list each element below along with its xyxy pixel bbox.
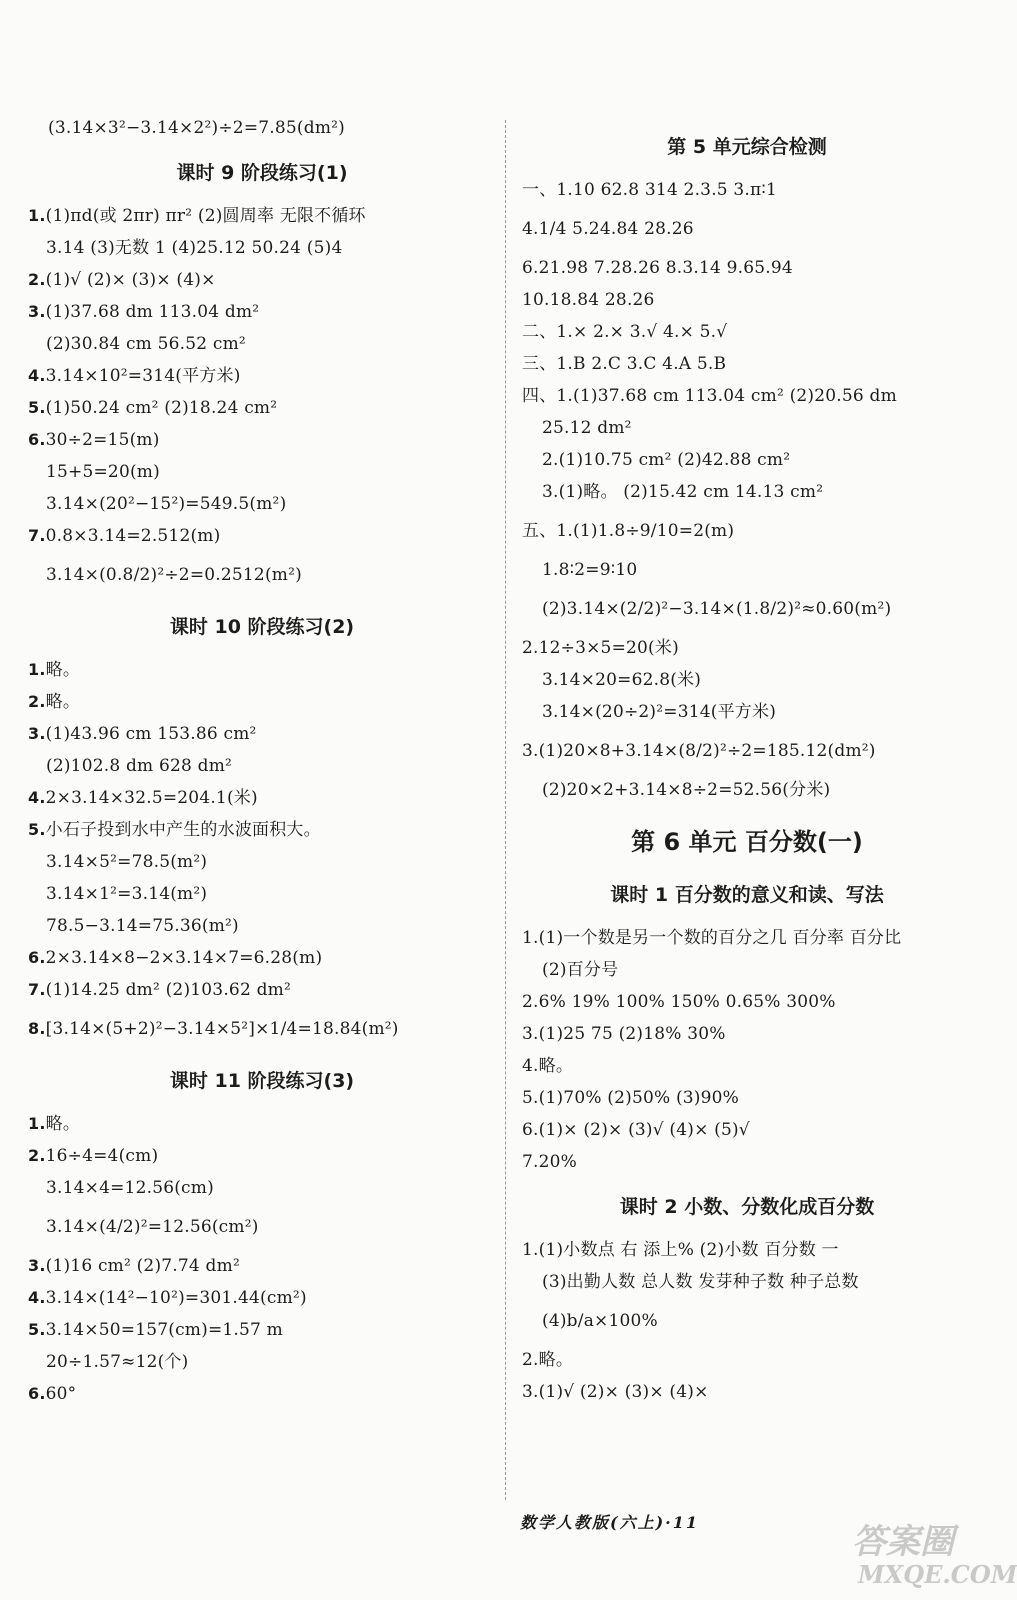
answer-line: 2.略。 xyxy=(28,692,81,712)
answer-line: 5.(1)50.24 cm² (2)18.24 cm² xyxy=(28,398,278,418)
answer-line: (2)20×2+3.14×8÷2=52.56(分米) xyxy=(542,780,831,800)
answer-line: 3.14×(20²−15²)=549.5(m²) xyxy=(46,494,287,514)
section-heading-lesson-9: 课时 9 阶段练习(1) xyxy=(176,162,348,184)
answer-line: 3.14×(4/2)²=12.56(cm²) xyxy=(46,1217,259,1237)
answer-line: 3.(1)略。 (2)15.42 cm 14.13 cm² xyxy=(542,482,824,502)
answer-line: 2.12÷3×5=20(米) xyxy=(522,638,679,658)
answer-line: 三、1.B 2.C 3.C 4.A 5.B xyxy=(522,354,727,374)
answer-line: 2.16÷4=4(cm) xyxy=(28,1146,159,1166)
answer-line: 8.[3.14×(5+2)²−3.14×5²]×1/4=18.84(m²) xyxy=(28,1019,399,1039)
answer-line: (3.14×3²−3.14×2²)÷2=7.85(dm²) xyxy=(48,118,345,138)
answer-line: 3.(1)√ (2)× (3)× (4)× xyxy=(522,1382,709,1402)
answer-line: 3.14×20=62.8(米) xyxy=(542,670,702,690)
answer-line: 20÷1.57≈12(个) xyxy=(46,1352,189,1372)
answer-line: 1.略。 xyxy=(28,660,81,680)
right-column xyxy=(522,112,972,1408)
answer-line: 3.(1)25 75 (2)18% 30% xyxy=(522,1024,726,1044)
answer-line: (2)30.84 cm 56.52 cm² xyxy=(46,334,246,354)
site-watermark-logo xyxy=(838,1504,1017,1594)
answer-line: 五、1.(1)1.8÷9/10=2(m) xyxy=(522,521,735,541)
answer-line: 3.14 (3)无数 1 (4)25.12 50.24 (5)4 xyxy=(46,238,343,258)
watermark-url: MXQE.COM xyxy=(858,1560,1017,1589)
answer-line: (2)102.8 dm 628 dm² xyxy=(46,756,233,776)
answer-line: 1.(1)一个数是另一个数的百分之几 百分率 百分比 xyxy=(522,928,902,948)
section-heading-unit-5-test: 第 5 单元综合检测 xyxy=(667,136,827,158)
answer-line: 4.1/4 5.24.84 28.26 xyxy=(522,219,694,239)
answer-line: 7.(1)14.25 dm² (2)103.62 dm² xyxy=(28,980,291,1000)
answer-line: 4.2×3.14×32.5=204.1(米) xyxy=(28,788,258,808)
answer-line: 2.(1)√ (2)× (3)× (4)× xyxy=(28,270,216,290)
answer-line: 7.20% xyxy=(522,1152,578,1172)
left-column xyxy=(28,112,496,1410)
answer-line: 1.(1)小数点 右 添上% (2)小数 百分数 一 xyxy=(522,1240,839,1260)
section-heading-lesson-1: 课时 1 百分数的意义和读、写法 xyxy=(610,884,884,906)
answer-line: 4.3.14×10²=314(平方米) xyxy=(28,366,241,386)
answer-line: 2.6% 19% 100% 150% 0.65% 300% xyxy=(522,992,836,1012)
answer-line: 6.30÷2=15(m) xyxy=(28,430,160,450)
answer-line: 2.(1)10.75 cm² (2)42.88 cm² xyxy=(542,450,791,470)
answer-line: (2)3.14×(2/2)²−3.14×(1.8/2)²≈0.60(m²) xyxy=(542,599,892,619)
page-footer: 数学人教版(六上)·11 xyxy=(520,1513,699,1532)
answer-line: 6.2×3.14×8−2×3.14×7=6.28(m) xyxy=(28,948,323,968)
answer-line: 四、1.(1)37.68 cm 113.04 cm² (2)20.56 dm xyxy=(522,386,897,406)
answer-line: 3.14×1²=3.14(m²) xyxy=(46,884,208,904)
answer-line: 7.0.8×3.14=2.512(m) xyxy=(28,526,221,546)
answer-line: (4)b/a×100% xyxy=(542,1311,658,1331)
answer-line: 3.14×5²=78.5(m²) xyxy=(46,852,208,872)
answer-line: 3.(1)16 cm² (2)7.74 dm² xyxy=(28,1256,240,1276)
answer-line: 1.略。 xyxy=(28,1114,81,1134)
section-heading-lesson-2: 课时 2 小数、分数化成百分数 xyxy=(619,1196,875,1218)
answer-line: 1.8∶2=9∶10 xyxy=(542,560,638,580)
answer-line: 二、1.× 2.× 3.√ 4.× 5.√ xyxy=(522,322,728,342)
section-heading-lesson-10: 课时 10 阶段练习(2) xyxy=(169,616,355,638)
answer-line: 5.(1)70% (2)50% (3)90% xyxy=(522,1088,740,1108)
answer-line: 6.60° xyxy=(28,1384,77,1404)
unit-6-title: 第 6 单元 百分数(一) xyxy=(631,828,863,856)
answer-line: 3.(1)43.96 cm 153.86 cm² xyxy=(28,724,257,744)
answer-line: 10.18.84 28.26 xyxy=(522,290,655,310)
answer-line: 25.12 dm² xyxy=(542,418,632,438)
column-divider xyxy=(505,120,506,1500)
answer-line: 6.(1)× (2)× (3)√ (4)× (5)√ xyxy=(522,1120,750,1140)
answer-line: 3.14×(0.8/2)²÷2=0.2512(m²) xyxy=(46,565,302,585)
answer-line: 5.3.14×50=157(cm)=1.57 m xyxy=(28,1320,283,1340)
answer-line: (3)出勤人数 总人数 发芽种子数 种子总数 xyxy=(542,1272,859,1292)
answer-line: 3.(1)37.68 dm 113.04 dm² xyxy=(28,302,260,322)
watermark-text: 答案圈 xyxy=(852,1522,954,1562)
answer-line: 1.(1)πd(或 2πr) πr² (2)圆周率 无限不循环 xyxy=(28,206,366,226)
answer-line: (2)百分号 xyxy=(542,960,619,980)
answer-line: 6.21.98 7.28.26 8.3.14 9.65.94 xyxy=(522,258,793,278)
answer-line: 3.14×(20÷2)²=314(平方米) xyxy=(542,702,777,722)
section-heading-lesson-11: 课时 11 阶段练习(3) xyxy=(169,1070,355,1092)
answer-line: 3.(1)20×8+3.14×(8/2)²÷2=185.12(dm²) xyxy=(522,741,876,761)
answer-line: 2.略。 xyxy=(522,1350,574,1370)
answer-line: 4.3.14×(14²−10²)=301.44(cm²) xyxy=(28,1288,307,1308)
answer-line: 3.14×4=12.56(cm) xyxy=(46,1178,214,1198)
answer-line: 78.5−3.14=75.36(m²) xyxy=(46,916,239,936)
answer-line: 一、1.10 62.8 314 2.3.5 3.π∶1 xyxy=(522,180,778,200)
answer-line: 15+5=20(m) xyxy=(46,462,160,482)
answer-line: 5.小石子投到水中产生的水波面积大。 xyxy=(28,820,321,840)
answer-line: 4.略。 xyxy=(522,1056,574,1076)
